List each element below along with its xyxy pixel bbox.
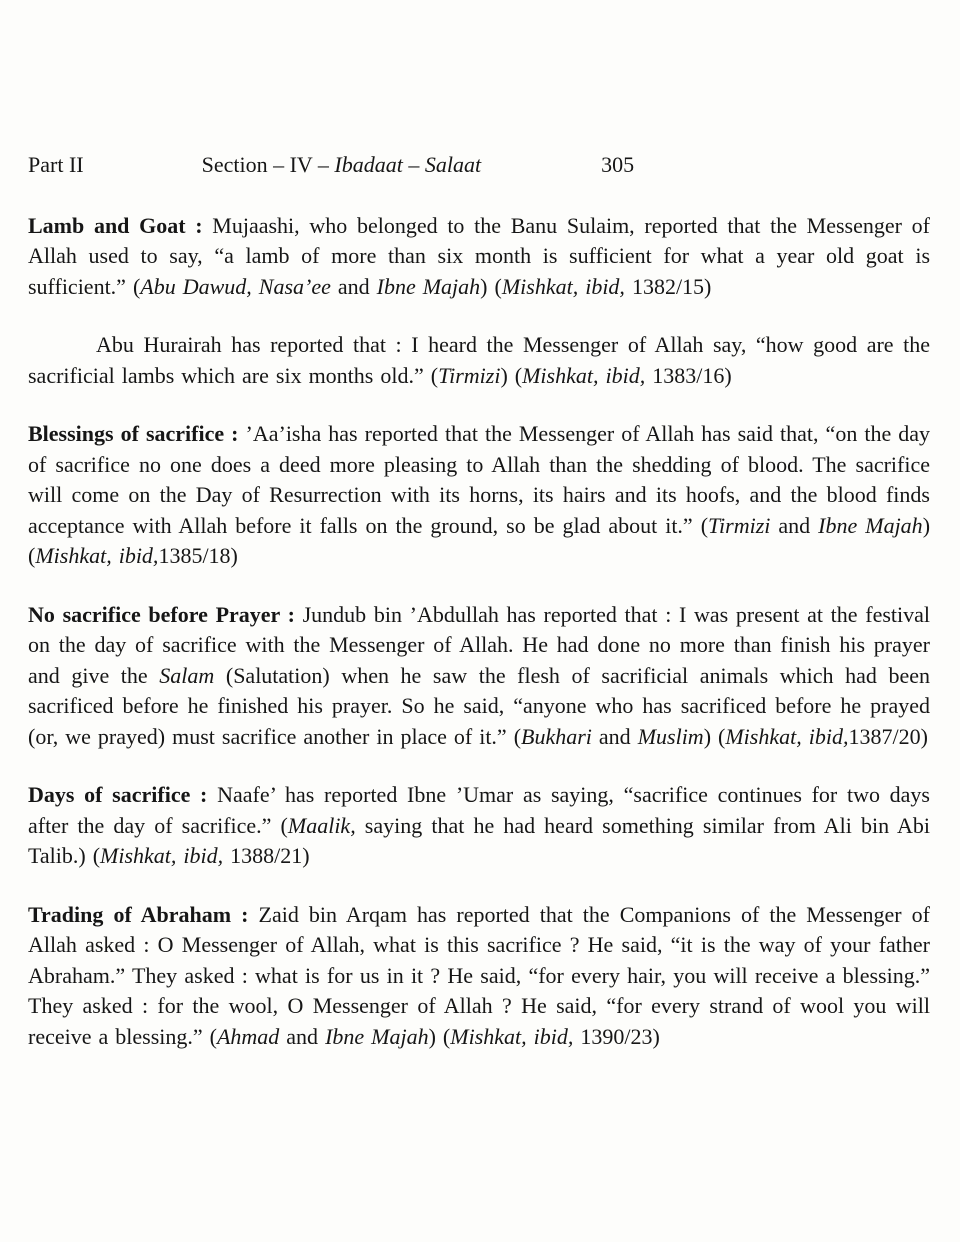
paragraph-text: Muslim — [637, 723, 704, 749]
paragraph — [28, 330, 930, 391]
paragraph — [28, 600, 930, 753]
paragraph-text: Tirmizi — [438, 362, 501, 388]
header-part-label: Part II — [28, 152, 84, 177]
paragraph-container — [28, 211, 930, 1053]
paragraph-text: Mishkat, ibid, — [450, 1023, 574, 1049]
paragraph-lead-in: Trading of Abraham : — [28, 901, 259, 927]
paragraph-text: (Salutation) when he saw the flesh of sacrificial animals which had been sacrificed before he finished his prayer. So he said, “anyone who has sacrificed before he prayed (or, we prayed) must sacrifice another in place of it.” ( — [28, 662, 930, 749]
paragraph-text: Mishkat, ibid, — [100, 843, 224, 868]
paragraph — [28, 900, 930, 1053]
paragraph-lead-in: Lamb and Goat : — [28, 212, 213, 238]
paragraph-text: ) ( — [703, 723, 726, 749]
paragraph-text: and — [279, 1023, 326, 1049]
paragraph-text: 1382/15) — [624, 273, 712, 299]
paragraph-text: ’Aa’isha has reported that the Messenger of Allah has said that, “on the day of sacrifice no one does a deed more pleasing to Allah than the shedding of blood. The sacrifice will come on the Day of Resurrection with its horns, its hairs and its hoofs, and the blood finds acceptance with Allah before it falls on the ground, so be glad about it.” ( — [28, 421, 931, 538]
paragraph-text: 1385/18) — [158, 543, 238, 568]
header-section-prefix: Section – IV – — [201, 152, 335, 177]
paragraph-text: Bukhari — [521, 723, 592, 749]
paragraph — [28, 211, 930, 303]
paragraph-text: ) ( — [500, 362, 523, 388]
paragraph-text: and — [770, 512, 819, 538]
paragraph-lead-in: Days of sacrifice : — [28, 782, 218, 807]
paragraph-text: Mujaashi, who belonged to the Banu Sulaim, reported that the Messenger of Allah used to say, “a lamb of more than six month is sufficient for what a year old goat is sufficient.” ( — [28, 212, 930, 299]
paragraph-text: ) ( — [480, 273, 502, 299]
page-header — [28, 150, 930, 181]
paragraph-text: Tirmizi — [708, 512, 771, 538]
paragraph-text: Salam — [159, 662, 215, 688]
header-section-label — [202, 150, 481, 181]
paragraph-text: saying that he had heard something similar from Ali bin Abi Talib.) ( — [28, 812, 930, 868]
paragraph-text: Ahmad — [216, 1023, 280, 1049]
header-section-title: Ibadaat – Salaat — [334, 152, 482, 177]
paragraph-text: Ibne Majah — [818, 512, 923, 538]
paragraph-text: Abu Hurairah has reported that : I heard the Messenger of Allah say, “how good are the sacrificial lambs which are six months old.” ( — [28, 332, 930, 388]
paragraph-text: Maalik, — [287, 812, 356, 838]
header-page-number: 305 — [601, 152, 635, 177]
paragraph-text: Mishkat, ibid, — [725, 723, 849, 749]
paragraph-text: and — [330, 273, 377, 299]
paragraph-text: Zaid bin Arqam has reported that the Companions of the Messenger of Allah asked : O Messenger of Allah, what is this sacrifice ? He said, “it is the way of your father Abraham.” They asked : what is for us in it ? He said, “for every hair, you will receive a blessing.” They asked : for the wool, O Messenger of Allah ? He said, “for every strand of wool you will receive a blessing.” ( — [28, 901, 930, 1049]
paragraph-text: 1390/23) — [573, 1023, 660, 1049]
paragraph-text: Mishkat, ibid, — [35, 543, 159, 568]
paragraph-text: Jundub bin ’Abdullah has reported that : I was present at the festival on the day of sacrifice with the Messenger of Allah. He had done no more than finish his prayer and give the — [28, 601, 930, 688]
paragraph-text: ) ( — [428, 1023, 451, 1049]
paragraph-text: Mishkat, ibid, — [522, 362, 646, 388]
paragraph-text: Naafe’ has reported Ibne ’Umar as saying, “sacrifice continues for two days after the day of sacrifice.” ( — [28, 782, 930, 838]
paragraph-text: 1383/16) — [645, 362, 732, 388]
paragraph-text: Mishkat, ibid, — [501, 273, 625, 299]
paragraph — [28, 419, 930, 572]
paragraph-text: Ibne Majah — [325, 1023, 429, 1049]
paragraph-text: and — [591, 723, 638, 749]
paragraph-lead-in: No sacrifice before Prayer : — [28, 601, 303, 627]
paragraph-text: ) ( — [28, 512, 931, 568]
paragraph — [28, 780, 930, 872]
paragraph-text: Abu Dawud, Nasa’ee — [140, 273, 331, 299]
paragraph-lead-in: Blessings of sacrifice : — [28, 421, 246, 446]
paragraph-text: 1388/21) — [223, 843, 310, 868]
paragraph-text: 1387/20) — [848, 723, 928, 749]
paragraph-text: Ibne Majah — [376, 273, 481, 299]
